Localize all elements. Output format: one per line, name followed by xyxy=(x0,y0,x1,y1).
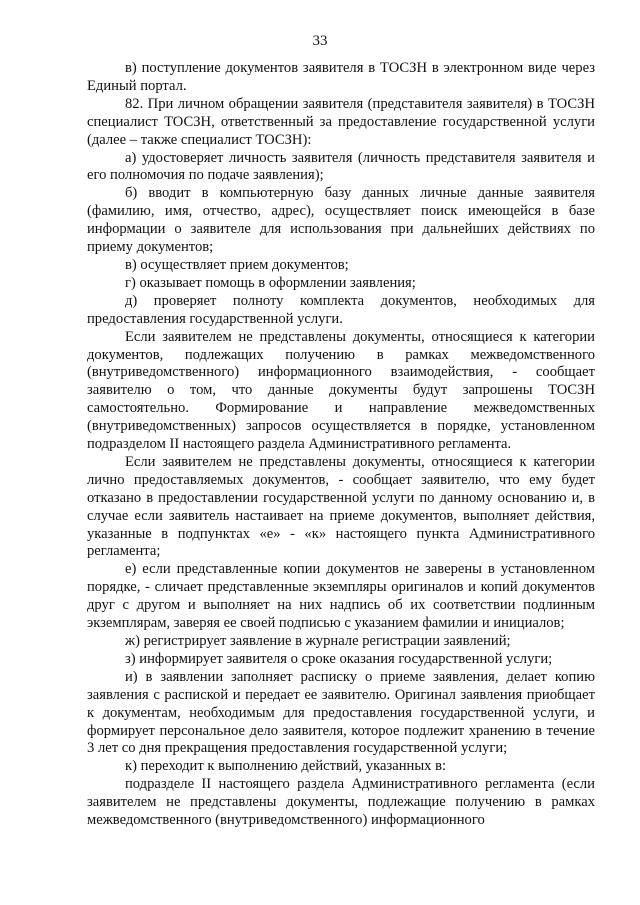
paragraph-d: д) проверяет полноту комплекта документов, необходимых для предоставления государственной услуги. xyxy=(87,292,595,327)
document-body xyxy=(87,60,595,830)
paragraph-b: б) вводит в компьютерную базу данных личные данные заявителя (фамилию, имя, отчество, адрес), осуществляет поиск имеющейся в базе информации о заявителе для использования при дальнейших действиях по приему документов; xyxy=(87,185,595,256)
paragraph-z: з) информирует заявителя о сроке оказания государственной услуги; xyxy=(125,650,553,667)
paragraph-personal-docs: Если заявителем не представлены документы, относящиеся к категории лично предоставляемых документов, - сообщает заявителю, что ему будет отказано в предоставлении государственной услуги по данному основанию и, в случае если заявитель настаивает на приеме документов, выполняет действия, указанные в подпунктах «е» - «к» настоящего пункта Административного регламента; xyxy=(87,453,595,560)
paragraph-interagency: Если заявителем не представлены документы, относящиеся к категории документов, подлежащих получению в рамках межведомственного (внутриведомственного) информационного взаимодействия, - сообщает заявителю о том, что данные документы будут запрошены ТОСЗН самостоятельно. Формирование и направление межведомственных (внутриведомственных) запросов осуществляется в порядке, установленном подразделом II настоящего раздела Административного регламента. xyxy=(87,328,595,453)
paragraph-g: г) оказывает помощь в оформлении заявления; xyxy=(125,274,416,291)
paragraph-82: 82. При личном обращении заявителя (представителя заявителя) в ТОСЗН специалист ТОСЗН, ответственный за предоставление государственной услуги (далее – также специалист ТОСЗН): xyxy=(87,95,595,148)
paragraph-a: а) удостоверяет личность заявителя (личность представителя заявителя и его полномочия по подаче заявления); xyxy=(87,149,595,184)
paragraph-e: е) если представленные копии документов не заверены в установленном порядке, - сличает представленные экземпляры оригиналов и копий документов друг с другом и выполняет на них надпись об их соответствии подлинным экземплярам, заверяя ее своей подписью с указанием фамилии и инициалов; xyxy=(87,561,595,632)
paragraph-k: к) переходит к выполнению действий, указанных в: xyxy=(125,758,447,775)
paragraph-subsection-ii: подразделе II настоящего раздела Административного регламента (если заявителем не представлены документы, подлежащие получению в рамках межведомственного (внутриведомственного) информационного xyxy=(87,776,595,829)
page-number: 33 xyxy=(312,33,328,49)
paragraph-v: в) осуществляет прием документов; xyxy=(125,256,349,273)
paragraph-zh: ж) регистрирует заявление в журнале регистрации заявлений; xyxy=(125,633,511,649)
paragraph-i: и) в заявлении заполняет расписку о приеме заявления, делает копию заявления с распиской и передает ее заявителю. Оригинал заявления приобщает к документам, необходимым для предоставления государственной услуги, и формирует персональное дело заявителя, которое подлежит хранению в течение 3 лет со дня прекращения предоставления государственной услуги; xyxy=(87,668,595,757)
paragraph-v-portal: в) поступление документов заявителя в ТОСЗН в электронном виде через Единый портал. xyxy=(87,60,595,94)
